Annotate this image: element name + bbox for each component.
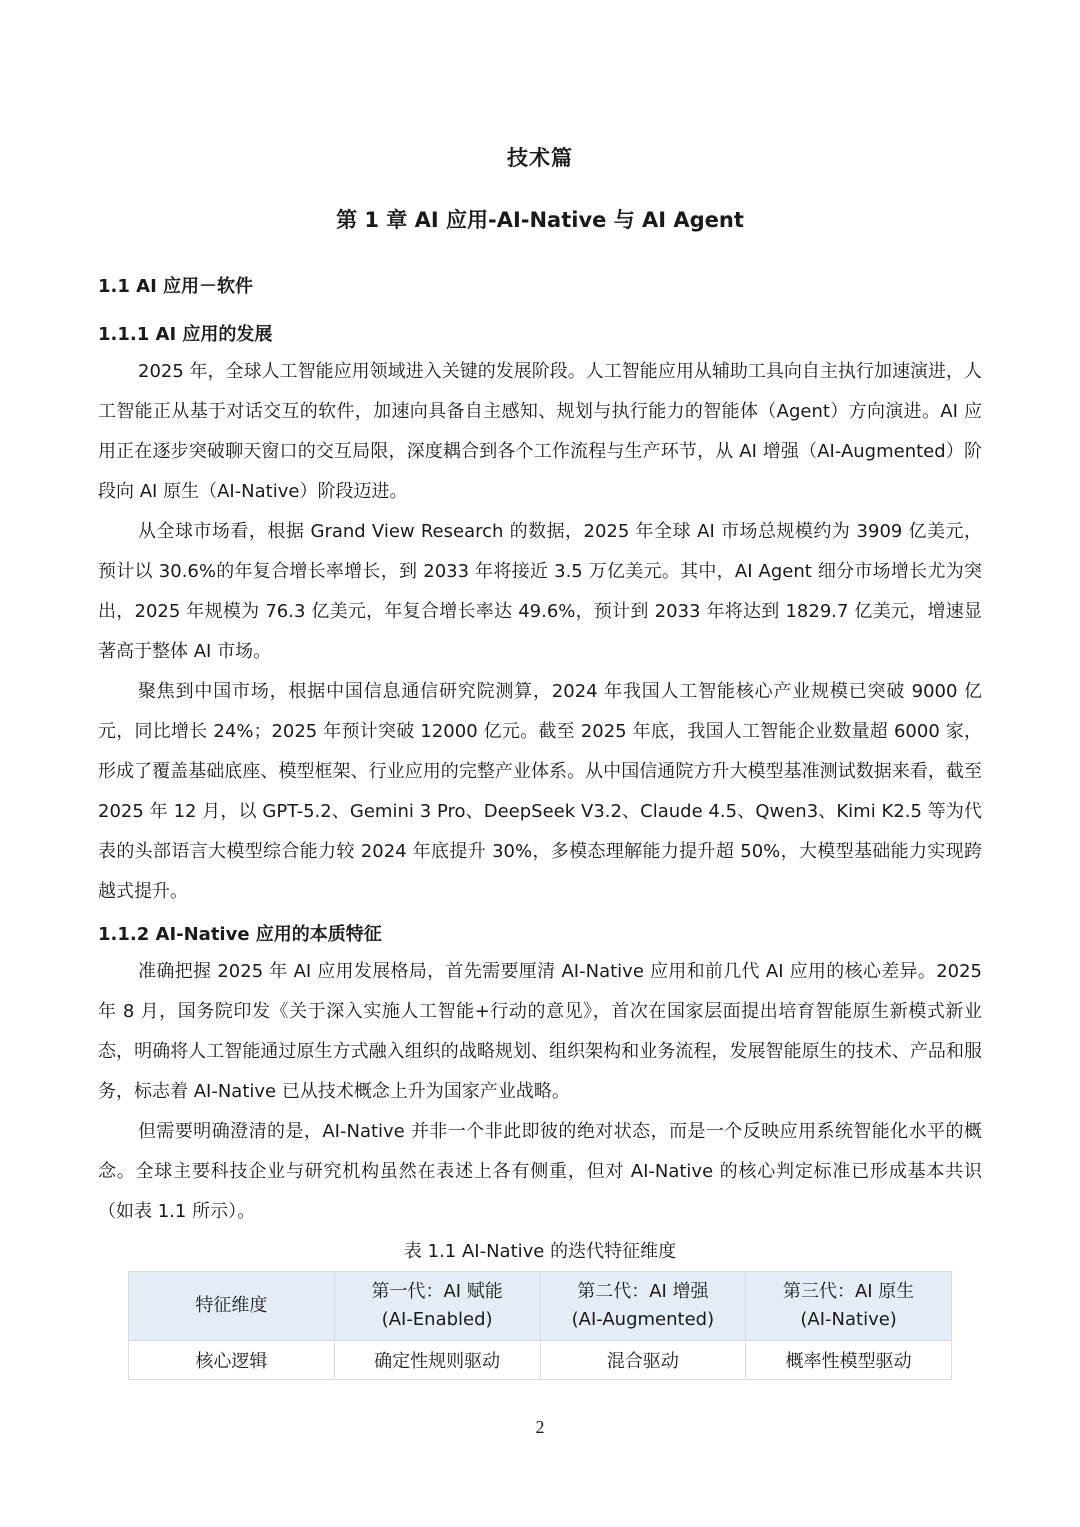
table-cell: 确定性规则驱动 [334, 1341, 540, 1380]
paragraph: 但需要明确澄清的是，AI-Native 并非一个非此即彼的绝对状态，而是一个反映应用系统智能化水平的概念。全球主要科技企业与研究机构虽然在表述上各有侧重，但对 AI-Native 的核心判定标准已形成基本共识（如表 1.1 所示）。 [98, 1121, 982, 1222]
header-line1: 第一代：AI 赋能 [371, 1281, 503, 1302]
header-line1: 第二代：AI 增强 [577, 1281, 709, 1302]
paragraph: 2025 年，全球人工智能应用领域进入关键的发展阶段。人工智能应用从辅助工具向自主执行加速演进，人工智能正从基于对话交互的软件，加速向具备自主感知、规划与执行能力的智能体（Agent）方向演进。AI 应用正在逐步突破聊天窗口的交互局限，深度耦合到各个工作流程与生产环节，从 AI 增强（AI-Augmented）阶段向 AI 原生（AI-Native）阶段迈进。 [98, 361, 982, 502]
section-heading-1-1-2: 1.1.2 AI-Native 应用的本质特征 [98, 924, 382, 945]
table-cell: 核心逻辑 [129, 1341, 335, 1380]
table-header-cell [129, 1272, 335, 1341]
table-row [129, 1341, 952, 1380]
paragraph: 聚焦到中国市场，根据中国信息通信研究院测算，2024 年我国人工智能核心产业规模已突破 9000 亿元，同比增长 24%；2025 年预计突破 12000 亿元。截至 2025 年底，我国人工智能企业数量超 6000 家，形成了覆盖基础底座、模型框架、行业应用的完整产业体系。从中国信通院方升大模型基准测试数据来看，截至 2025 年 12 月，以 GPT-5.2、Gemini 3 Pro、DeepSeek V3.2、Claude 4.5、Qwen3、Kimi K2.5 等为代表的头部语言大模型综合能力较 2024 年底提升 30%，多模态理解能力提升超 50%，大模型基础能力实现跨越式提升。 [98, 681, 982, 902]
section-heading-1-1: 1.1 AI 应用－软件 [98, 276, 254, 297]
table-header-row [129, 1272, 952, 1341]
table-header-cell [540, 1272, 746, 1341]
table-cell: 混合驱动 [540, 1341, 746, 1380]
header-line2: (AI-Native) [800, 1309, 897, 1330]
table-header-cell [334, 1272, 540, 1341]
header-line1: 第三代：AI 原生 [782, 1281, 915, 1302]
section-heading-1-1-1: 1.1.1 AI 应用的发展 [98, 324, 273, 345]
paragraph: 从全球市场看，根据 Grand View Research 的数据，2025 年全球 AI 市场总规模约为 3909 亿美元，预计以 30.6%的年复合增长率增长，到 2033 年将接近 3.5 万亿美元。其中，AI Agent 细分市场增长尤为突出，2025 年规模为 76.3 亿美元，年复合增长率达 49.6%，预计到 2033 年将达到 1829.7 亿美元，增速显著高于整体 AI 市场。 [98, 521, 982, 662]
table-cell: 概率性模型驱动 [746, 1341, 952, 1380]
page-number: 2 [535, 1417, 545, 1437]
part-title: 技术篇 [507, 146, 573, 170]
section-body-1-1-1 [98, 352, 982, 912]
chapter-title: 第 1 章 AI 应用-AI-Native 与 AI Agent [336, 208, 744, 232]
header-line2: (AI-Augmented) [571, 1309, 715, 1330]
table-caption: 表 1.1 AI-Native 的迭代特征维度 [403, 1241, 677, 1262]
header-line1: 特征维度 [195, 1295, 268, 1316]
table-header-cell [746, 1272, 952, 1341]
paragraph: 准确把握 2025 年 AI 应用发展格局，首先需要厘清 AI-Native 应用和前几代 AI 应用的核心差异。2025 年 8 月，国务院印发《关于深入实施人工智能+行动的意见》，首次在国家层面提出培育智能原生新模式新业态，明确将人工智能通过原生方式融入组织的战略规划、组织架构和业务流程，发展智能原生的技术、产品和服务，标志着 AI-Native 已从技术概念上升为国家产业战略。 [98, 961, 982, 1102]
header-line2: (AI-Enabled) [381, 1309, 493, 1330]
feature-table [128, 1271, 952, 1380]
section-body-1-1-2 [98, 952, 982, 1232]
